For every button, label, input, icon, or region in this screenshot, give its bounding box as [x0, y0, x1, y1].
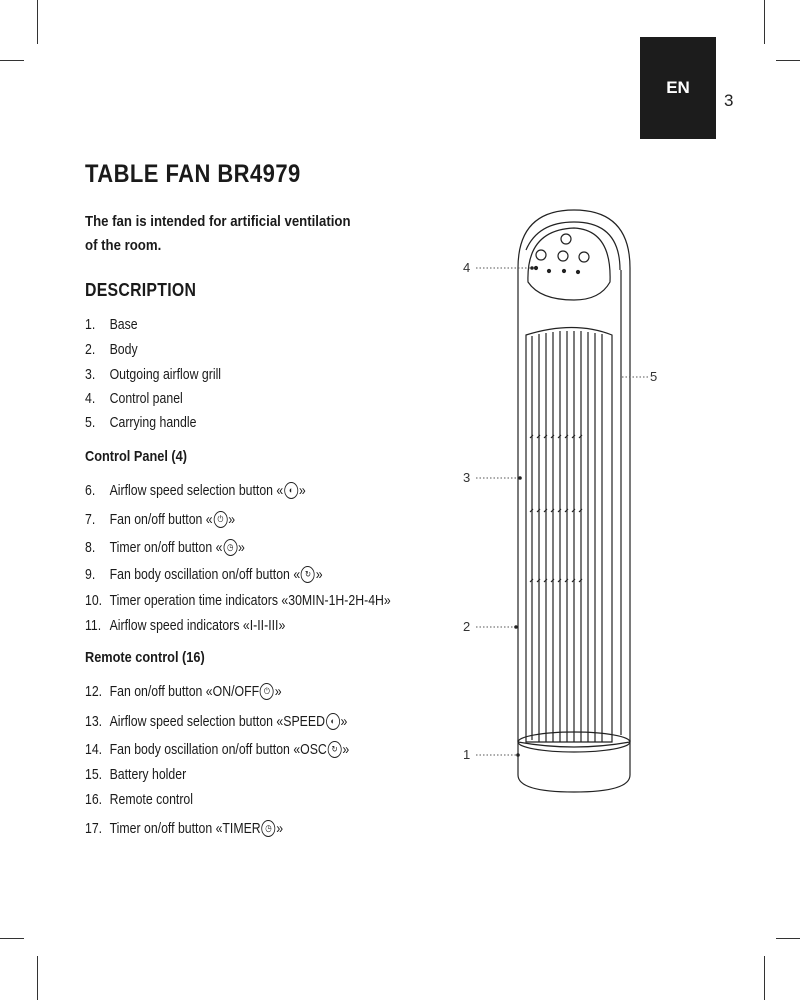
item-number: 11. — [85, 617, 102, 634]
description-heading: DESCRIPTION — [85, 280, 197, 300]
callout-label: 2 — [463, 619, 471, 634]
remote-control-heading: Remote control (16) — [85, 649, 205, 666]
oscillation-icon: ↻ — [301, 566, 315, 583]
item-text: Remote control — [109, 791, 194, 808]
callout-label: 1 — [463, 747, 471, 762]
item-text: Carrying handle — [109, 414, 197, 431]
item-text-end: » — [298, 482, 306, 499]
panel-indicator — [563, 270, 566, 273]
item-number: 9. — [85, 566, 96, 583]
page-number: 3 — [724, 91, 734, 110]
callout-dot — [514, 625, 518, 629]
item-text: Airflow speed selection button «SPEED — [109, 713, 325, 730]
item-number: 7. — [85, 511, 96, 528]
power-icon: ⏻ — [213, 511, 227, 528]
power-icon: ⏻ — [260, 683, 274, 700]
fan-speed-icon: ◐ — [326, 713, 340, 730]
callout-dot — [518, 476, 522, 480]
callout-label: 3 — [463, 470, 471, 485]
item-text-end: » — [228, 511, 236, 528]
item-text: Fan body oscillation on/off button « — [109, 566, 301, 583]
item-number: 10. — [85, 592, 103, 609]
item-text: Fan on/off button «ON/OFF — [109, 683, 260, 700]
fan-base — [518, 740, 630, 792]
callout-dot — [530, 266, 534, 270]
item-text: Fan body oscillation on/off button «OSC — [109, 741, 327, 758]
panel-button — [536, 250, 546, 260]
language-label: EN — [666, 78, 690, 97]
item-number: 5. — [85, 414, 96, 431]
carrying-handle — [526, 222, 620, 270]
item-text: Outgoing airflow grill — [109, 366, 222, 383]
control-panel-heading: Control Panel (4) — [85, 448, 188, 465]
panel-button — [579, 252, 589, 262]
item-text: Base — [109, 316, 138, 333]
panel-indicator — [535, 267, 538, 270]
callout-label: 4 — [463, 260, 471, 275]
item-text-end: » — [340, 713, 348, 730]
item-number: 17. — [85, 820, 103, 837]
item-text: Fan on/off button « — [109, 511, 213, 528]
callout-label: 5 — [650, 369, 658, 384]
item-number: 13. — [85, 713, 103, 730]
panel-button — [561, 234, 571, 244]
item-text: Timer on/off button « — [109, 539, 223, 556]
item-number: 3. — [85, 366, 96, 383]
item-number: 6. — [85, 482, 96, 499]
item-text-end: » — [315, 566, 323, 583]
oscillation-icon: ↻ — [328, 741, 342, 758]
control-panel — [528, 228, 610, 300]
page-title: TABLE FAN BR4979 — [85, 160, 301, 188]
item-text: Timer operation time indicators «30MIN-1H-2H-4H» — [109, 592, 391, 609]
item-text: Airflow speed indicators «I-II-III» — [109, 617, 286, 634]
body-bottom-rim — [518, 742, 630, 747]
timer-icon: ◷ — [223, 539, 237, 556]
item-text-end: » — [274, 683, 282, 700]
item-text: Body — [109, 341, 138, 358]
item-number: 4. — [85, 390, 96, 407]
item-number: 1. — [85, 316, 96, 333]
item-text: Battery holder — [109, 766, 187, 783]
item-number: 14. — [85, 741, 103, 758]
item-text-end: » — [276, 820, 284, 837]
item-text: Airflow speed selection button « — [109, 482, 284, 499]
timer-icon: ◷ — [262, 820, 276, 837]
item-number: 2. — [85, 341, 96, 358]
panel-indicator — [577, 271, 580, 274]
item-text: Timer on/off button «TIMER — [109, 820, 261, 837]
item-number: 8. — [85, 539, 96, 556]
panel-button — [558, 251, 568, 261]
intro-text: The fan is intended for artificial ventilation of the room. — [85, 213, 351, 254]
item-number: 15. — [85, 766, 103, 783]
panel-indicator — [548, 270, 551, 273]
callout-dot — [516, 753, 520, 757]
item-number: 16. — [85, 791, 103, 808]
item-text: Control panel — [109, 390, 183, 407]
item-text-end: » — [342, 741, 350, 758]
item-text-end: » — [237, 539, 245, 556]
fan-speed-icon: ◐ — [284, 482, 298, 499]
item-number: 12. — [85, 683, 103, 700]
